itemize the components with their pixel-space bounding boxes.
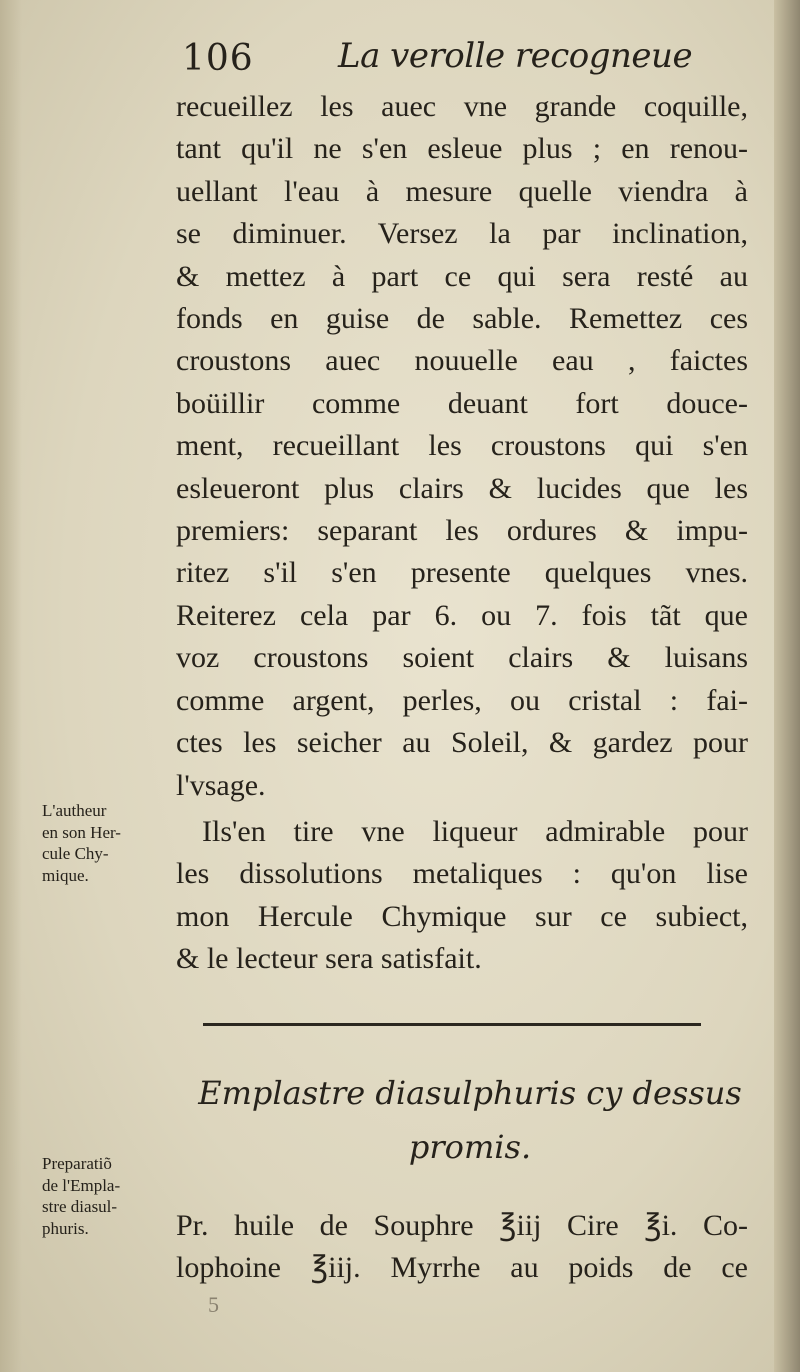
margin-note-line: de l'Empla-: [42, 1175, 121, 1195]
page-header: [182, 38, 742, 86]
margin-note-line: L'autheur: [42, 801, 107, 820]
text-line: voz croustons soient clairs & luisans: [176, 641, 748, 675]
text-line: l'vsage.: [176, 768, 266, 802]
section-title-line: Emplastre diasulphuris cy dessus: [198, 1074, 742, 1112]
text-line: tant qu'il ne s'en esleue plus ; en renou-: [176, 132, 748, 166]
text-line: Pr. huile de Souphre ℥iij Cire ℥i. Co-: [176, 1209, 748, 1242]
text-line: ment, recueillant les croustons qui s'en: [176, 429, 748, 463]
text-line: lophoine ℥iij. Myrrhe au poids de ce: [176, 1251, 748, 1285]
section-title: [180, 1066, 760, 1174]
margin-note-line: stre diasul-: [42, 1197, 118, 1216]
text-line: Ils'en tire vne liqueur admirable pour: [202, 815, 748, 848]
signature-mark: 5: [208, 1292, 219, 1317]
margin-note-line: Preparatiõ: [42, 1154, 112, 1173]
running-title: La verolle recogneue: [338, 36, 693, 76]
text-line: fonds en guise de sable. Remettez ces: [176, 302, 748, 336]
text-line: ctes les seicher au Soleil, & gardez pour: [176, 726, 748, 760]
margin-note-preparation: [42, 1153, 120, 1239]
text-line: Reiterez cela par 6. ou 7. fois tãt que: [176, 598, 748, 632]
text-line: boüillir comme deuant fort douce-: [176, 386, 748, 420]
margin-note-line: phuris.: [42, 1218, 89, 1238]
page-number: 106: [182, 38, 254, 79]
paragraph-2: [176, 811, 748, 981]
text-line: ritez s'il s'en presente quelques vnes.: [176, 556, 748, 590]
page-left-edge-shadow: [0, 0, 22, 1372]
text-line: les dissolutions metaliques : qu'on lise: [176, 857, 748, 891]
text-line: & le lecteur sera satisfait.: [176, 942, 482, 976]
text-line: croustons auec nouuelle eau , faictes: [176, 344, 748, 378]
text-line: & mettez à part ce qui sera resté au: [176, 259, 748, 293]
recipe-text: [176, 1205, 748, 1290]
text-line: uellant l'eau à mesure quelle viendra à: [176, 174, 748, 208]
page-right-edge-shadow: [774, 0, 800, 1372]
margin-note-hercule: [42, 800, 121, 886]
text-line: esleueront plus clairs & lucides que les: [176, 471, 748, 505]
margin-note-line: mique.: [42, 865, 89, 885]
text-line: mon Hercule Chymique sur ce subiect,: [176, 899, 748, 933]
text-line: recueillez les auec vne grande coquille,: [176, 90, 748, 123]
margin-note-line: en son Her-: [42, 822, 121, 842]
section-title-line: promis.: [408, 1128, 532, 1166]
margin-note-line: cule Chy-: [42, 844, 109, 863]
section-divider: [203, 1023, 701, 1026]
text-line: comme argent, perles, ou cristal : fai-: [176, 683, 748, 717]
paragraph-1: [176, 86, 748, 807]
text-line: premiers: separant les ordures & impu-: [176, 514, 748, 548]
text-line: se diminuer. Versez la par inclination,: [176, 217, 748, 251]
